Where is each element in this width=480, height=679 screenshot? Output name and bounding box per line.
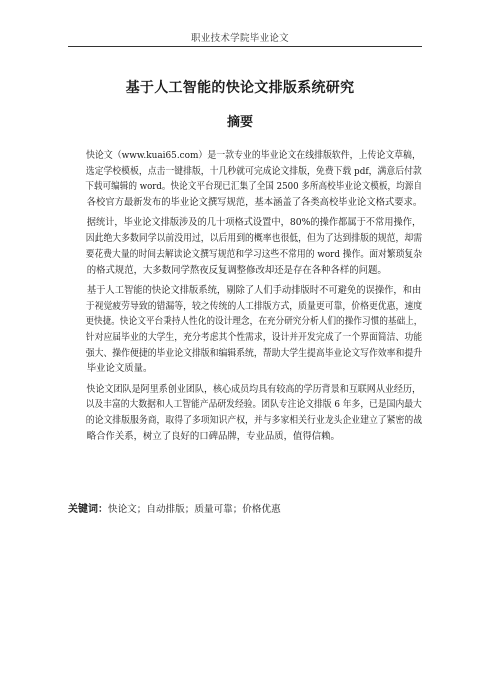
paragraph-line: 据统计，毕业论文排版涉及的几十项格式设置中，80%的操作都属于不常用操作， [86,217,422,229]
paragraph-line: 快论文（www.kuai65.com）是一款专业的毕业论文在线排版软件，上传论文草稿， [86,150,421,161]
paragraph-line: 各校官方最新发布的毕业论文撰写规范，基本涵盖了各类高校毕业论文格式要求。 [86,197,423,209]
paragraph-line: 以及丰富的大数据和人工智能产品研发经验。团队专注论文排版 6 年多，已是国内最大 [85,399,422,411]
paragraph-line: 要花费大量的时间去解读论文撰写规范和学习这些不常用的 word 操作。面对繁琐复杂 [85,248,423,260]
paragraph-line: 强大、操作便捷的毕业论文排版和编辑系统，帮助大学生提高毕业论文写作效率和提升 [85,347,423,359]
keywords-text: 快论文；自动排版；质量可靠；价格优惠 [108,504,281,515]
abstract-paragraph-1 [68,148,422,211]
paragraph-line: 针对应届毕业的大学生，充分考虑其个性需求，设计并开发完成了一个界面简洁、功能 [85,331,423,343]
paragraph-line: 的论文排版服务商，取得了多项知识产权，并与多家相关行业龙头企业建立了紧密的战 [85,415,423,427]
keywords-label: 关键词： [68,504,108,515]
header-rule [68,46,422,47]
paragraph-line: 快论文团队是阿里系创业团队，核心成员均具有较高的学历背景和互联网从业经历， [86,383,422,395]
abstract-body [68,148,422,449]
abstract-paragraph-2 [68,215,422,278]
paper-title: 基于人工智能的快论文排版系统研究 [125,80,355,96]
paragraph-line: 下载可编辑的 word。快论文平台现已汇集了全国 2500 多所高校毕业论文模板，均源自 [85,181,422,193]
abstract-paragraph-4 [68,382,422,445]
abstract-heading: 摘要 [226,115,253,130]
paragraph-line: 的格式规范，大多数同学熬夜反复调整修改却还是存在各种各样的问题。 [86,264,387,276]
paragraph-line: 略合作关系，树立了良好的口碑品牌，专业品质，值得信赖。 [86,430,340,442]
abstract-paragraph-3 [68,283,422,377]
running-header: 职业技术学院毕业论文 [190,33,289,44]
paragraph-line: 因此绝大多数同学以前没用过，以后用到的概率也很低，但为了达到排版的规范，却需 [85,233,423,245]
paragraph-line: 基于人工智能的快论文排版系统，剔除了人们手动排版时不可避免的误操作，和由 [86,284,422,296]
paragraph-line: 于视觉疲劳导致的错漏等，较之传统的人工排版方式，质量更可靠，价格更优惠，速度 [85,300,423,312]
paragraph-line: 选定学校模板，点击一键排版，十几秒就可完成论文排版，免费下载 pdf，满意后付款 [85,165,422,177]
keywords-line [68,500,422,515]
paragraph-line: 毕业论文质量。 [86,363,153,375]
paragraph-line: 更快捷。快论文平台秉持人性化的设计理念，在充分研究分析人们的操作习惯的基础上， [85,316,423,328]
